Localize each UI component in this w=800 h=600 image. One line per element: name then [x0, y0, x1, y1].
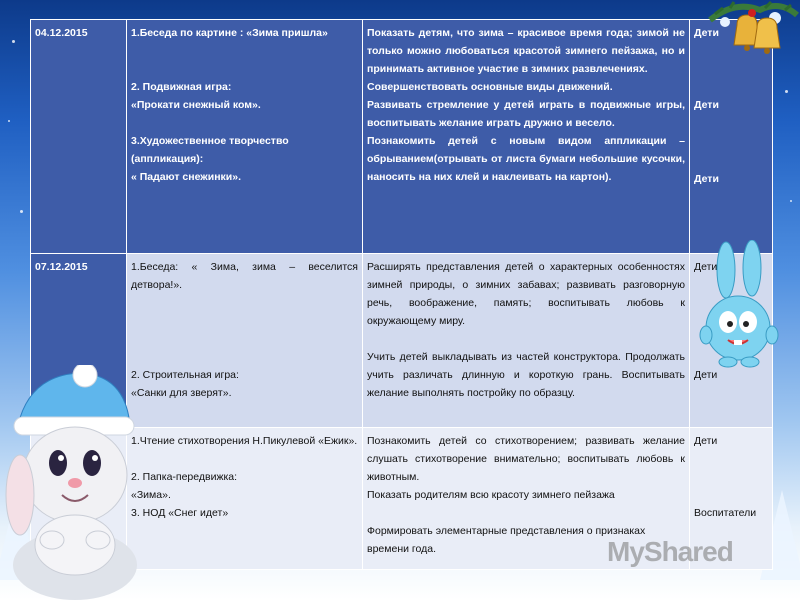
activity-text: 3. НОД «Снег идет» [131, 507, 229, 519]
watermark-text: MyShared [607, 536, 733, 567]
goal-text: Познакомить детей со стихотворением; развивать желание слушать стихотворение внимательно; воспитывать любовь к животным. [367, 435, 685, 483]
goal-text: Развивать стремление у детей играть в подвижные игры, воспитывать желание играть дружно и весело. [367, 99, 685, 129]
participant-text: Дети [694, 435, 718, 447]
activity-cell [127, 20, 363, 254]
table-row [31, 20, 773, 254]
date-cell: 04.12.2015 [31, 20, 127, 254]
participant-text: Воспитатели [694, 507, 757, 519]
goal-text: Учить детей выкладывать из частей конструктора. Продолжать учить различать длинную и короткую грань. Воспитывать желание выполнять постройку по образцу. [367, 351, 685, 399]
activity-text: « Падают снежинки». [131, 171, 242, 183]
activity-text: «Прокати снежный ком». [131, 99, 261, 111]
activity-text: 3.Художественное творчество [131, 135, 289, 147]
date-cell: 07.12.2015 [31, 254, 127, 428]
bunny-icon [0, 365, 145, 600]
activity-text: «Санки для зверят». [131, 387, 232, 399]
watermark-logo [607, 536, 782, 576]
activity-cell [127, 254, 363, 428]
goal-text: Показать детям, что зима – красивое время года; зимой не только можно любоваться красотой зимнего пейзажа, но и принимать активное участие в зимних развлечениях. [367, 27, 685, 75]
activity-text: 2. Строительная игра: [131, 369, 239, 381]
krosh-rabbit-icon [698, 240, 780, 380]
activity-text: «Зима». [131, 489, 171, 501]
goal-text: Познакомить детей с новым видом аппликации – обрыванием(отрывать от листа бумаги небольшие кусочки, наносить на них клей и наклеивать на картон). [367, 135, 685, 183]
participant-text: Дети [694, 369, 718, 381]
activity-cell [127, 428, 363, 570]
goal-text: Формировать элементарные представления о признаках времени года. [367, 525, 646, 555]
goal-text: Совершенствовать основные виды движений. [367, 81, 613, 93]
activity-text: 2. Подвижная игра: [131, 81, 232, 93]
participant-text: Дети [694, 173, 719, 185]
participant-text: Дети [694, 27, 719, 39]
activity-text: 1.Беседа: « Зима, зима – веселится детвора!». [131, 261, 358, 291]
activity-text: 1.Чтение стихотворения Н.Пикулевой «Ежик». [131, 435, 358, 447]
activity-text: 2. Папка-передвижка: [131, 471, 238, 483]
goal-text: Расширять представления детей о характерных особенностях зимней природы, о зимних забавах; развивать разговорную речь, воображение, память; воспитывать любовь к окружающему миру. [367, 261, 685, 327]
goal-cell [363, 20, 690, 254]
activity-text: (аппликация): [131, 153, 204, 165]
activity-text: 1.Беседа по картине : «Зима пришла» [131, 27, 328, 39]
participant-text: Дети [694, 261, 718, 273]
goal-cell [363, 254, 690, 428]
goal-text: Показать родителям всю красоту зимнего пейзажа [367, 489, 615, 501]
participant-text: Дети [694, 99, 719, 111]
bell-icon [705, 0, 800, 70]
